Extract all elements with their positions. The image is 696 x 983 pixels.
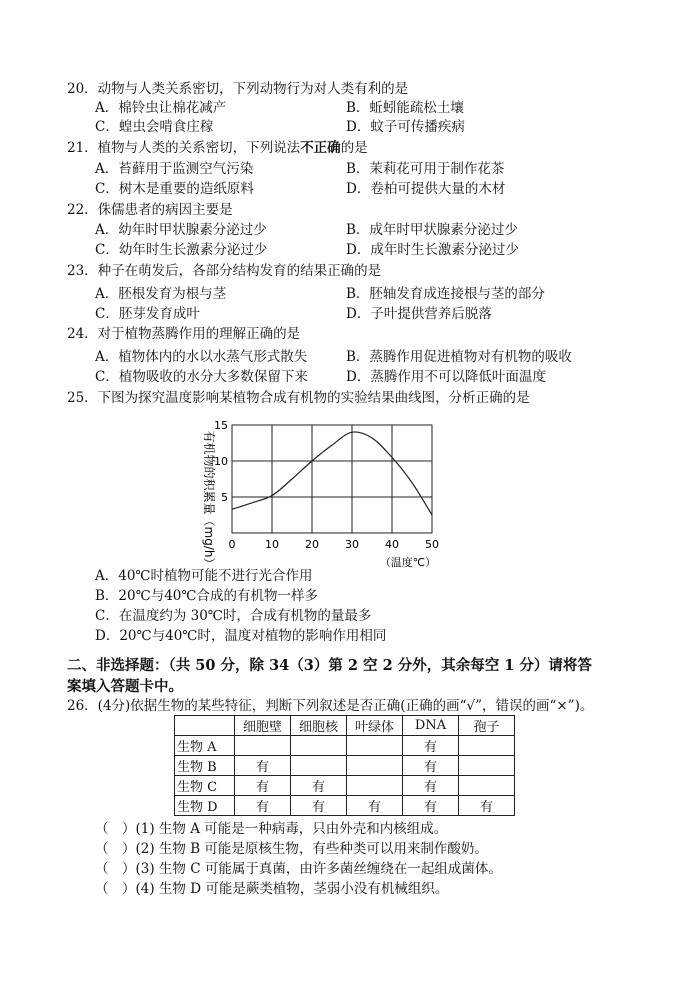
table-cell: 有 (235, 796, 291, 816)
q24-option-a: A．植物体内的水以水蒸气形式散失 (95, 349, 308, 365)
temperature-chart (190, 410, 450, 570)
table-row (175, 756, 515, 776)
table-header-cell: 孢子 (459, 716, 515, 736)
table-cell: 有 (235, 756, 291, 776)
q20-option-d: D．蚊子可传播疾病 (346, 119, 465, 135)
q21-stem-post: 的是 (340, 140, 368, 156)
question-20-stem: 20．动物与人类关系密切，下列动物行为对人类有利的是 (67, 81, 409, 97)
table-cell (291, 756, 347, 776)
x-tick-label: 20 (305, 538, 319, 551)
x-tick-label: 30 (345, 538, 359, 551)
table-cell (235, 736, 291, 756)
q23-option-c: C．胚芽发育成叶 (95, 306, 200, 322)
table-cell: 有 (403, 736, 459, 756)
chart-xlabel: （温度℃） (379, 556, 437, 569)
x-tick-label: 50 (425, 538, 439, 551)
table-header-cell: 叶绿体 (347, 716, 403, 736)
table-row (175, 776, 515, 796)
table-header-cell: DNA (403, 716, 459, 736)
table-cell (291, 736, 347, 756)
table-cell (347, 736, 403, 756)
chart-ylabel: 有机物的积累量（mg/h） (202, 430, 216, 570)
q26-item-1: （ ）(1) 生物 A 可能是一种病毒，只由外壳和内核组成。 (95, 821, 448, 837)
table-row-label: 生物 C (175, 776, 235, 796)
q25-option-d: D．20℃与40℃时，温度对植物的影响作用相同 (95, 628, 387, 644)
q26-item-4: （ ）(4) 生物 D 可能是蕨类植物，茎弱小没有机械组织。 (95, 881, 449, 897)
q25-option-a: A．40℃时植物可能不进行光合作用 (95, 568, 313, 584)
q22-option-c: C．幼年时生长激素分泌过少 (95, 242, 268, 258)
q25-option-c: C．在温度约为 30℃时，合成有机物的量最多 (95, 608, 372, 624)
y-tick-label: 5 (221, 491, 228, 504)
question-21-stem (67, 139, 368, 157)
question-24-stem: 24．对于植物蒸腾作用的理解正确的是 (67, 326, 301, 342)
table-cell: 有 (403, 776, 459, 796)
q22-option-b: B．成年时甲状腺素分泌过少 (346, 222, 518, 238)
table-cell (347, 776, 403, 796)
plot-frame (232, 425, 432, 533)
table-row-label: 生物 D (175, 796, 235, 816)
q21-stem-pre: 21．植物与人类的关系密切，下列说法 (67, 140, 301, 156)
x-tick-label: 40 (385, 538, 399, 551)
q24-option-c: C．植物吸收的水分大多数保留下来 (95, 369, 308, 385)
q23-option-a: A．胚根发育为根与茎 (95, 286, 227, 302)
question-22-stem: 22．侏儒患者的病因主要是 (67, 202, 233, 218)
y-tick-label: 10 (214, 455, 228, 468)
table-row (175, 736, 515, 756)
table-row (175, 796, 515, 816)
y-tick-label: 15 (214, 419, 228, 432)
q24-option-b: B．蒸腾作用促进植物对有机物的吸收 (346, 349, 572, 365)
data-series-line (232, 432, 432, 515)
q26-item-2: （ ）(2) 生物 B 可能是原核生物，有些种类可以用来制作酸奶。 (95, 841, 488, 857)
table-cell (459, 776, 515, 796)
q21-option-b: B．茉莉花可用于制作花茶 (346, 161, 505, 177)
q21-option-c: C．树木是重要的造纸原料 (95, 181, 254, 197)
table-header-cell (175, 716, 235, 736)
table-header-row (175, 716, 515, 736)
q21-stem-emphasis: 不正确 (300, 140, 341, 156)
question-23-stem: 23．种子在萌发后，各部分结构发育的结果正确的是 (67, 263, 382, 279)
table-cell: 有 (291, 776, 347, 796)
table-cell: 有 (347, 796, 403, 816)
table-cell (459, 756, 515, 776)
table-cell: 有 (459, 796, 515, 816)
table-header-cell: 细胞核 (291, 716, 347, 736)
section-2-heading-line2: 案填入答题卡中。 (67, 678, 183, 695)
q21-option-a: A．苔藓用于监测空气污染 (95, 161, 254, 177)
table-cell: 有 (235, 776, 291, 796)
q22-option-d: D．成年时生长激素分泌过少 (346, 242, 519, 258)
q21-option-d: D．卷柏可提供大量的木材 (346, 181, 506, 197)
table-cell: 有 (291, 796, 347, 816)
section-2-heading-line1: 二、非选择题：（共 50 分，除 34（3）第 2 空 2 分外，其余每空 1 分）请将答 (67, 657, 592, 674)
table-cell: 有 (403, 796, 459, 816)
table-row-label: 生物 B (175, 756, 235, 776)
q25-option-b: B．20℃与40℃合成的有机物一样多 (95, 588, 318, 604)
table-cell: 有 (403, 756, 459, 776)
x-tick-label: 0 (228, 538, 236, 551)
q26-item-3: （ ）(3) 生物 C 可能属于真菌，由许多菌丝缠绕在一起组成菌体。 (95, 861, 502, 877)
q20-option-a: A．棉铃虫让棉花减产 (95, 100, 227, 116)
q24-option-d: D．蒸腾作用不可以降低叶面温度 (346, 369, 546, 385)
q23-option-b: B．胚轴发育成连接根与茎的部分 (346, 286, 545, 302)
q20-option-b: B．蚯蚓能疏松土壤 (346, 100, 464, 116)
table-header-cell: 细胞壁 (235, 716, 291, 736)
question-26-stem: 26．(4分)依据生物的某些特征，判断下列叙述是否正确(正确的画“√”，错误的画“×”)。 (67, 698, 594, 714)
table-cell (459, 736, 515, 756)
q22-option-a: A．幼年时甲状腺素分泌过少 (95, 222, 267, 238)
table-cell (347, 756, 403, 776)
x-tick-label: 10 (265, 538, 279, 551)
q23-option-d: D．子叶提供营养后脱落 (346, 306, 492, 322)
table-row-label: 生物 A (175, 736, 235, 756)
question-25-stem: 25．下图为探究温度影响某植物合成有机物的实验结果曲线图，分析正确的是 (67, 390, 530, 406)
q20-option-c: C．蝗虫会啃食庄稼 (95, 119, 214, 135)
organism-feature-table (174, 715, 515, 816)
